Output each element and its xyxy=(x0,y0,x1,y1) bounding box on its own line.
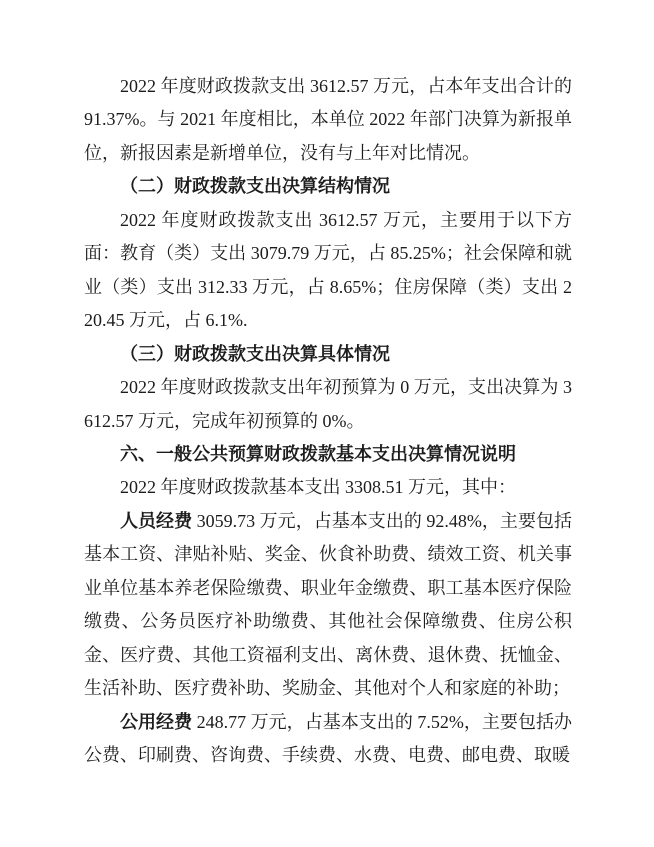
heading-section-6-basic-expenditure: 六、一般公共预算财政拨款基本支出决算情况说明 xyxy=(120,443,516,464)
public-expense-text: 248.77 万元，占基本支出的 7.52%，主要包括办公费、印刷费、咨询费、手续费、水费、电费、邮电费、取暖 xyxy=(84,711,572,766)
heading-section-2-expenditure-structure: （二）财政拨款支出决算结构情况 xyxy=(120,176,390,197)
paragraph-basic-expenditure-total: 2022 年度财政拨款基本支出 3308.51 万元，其中： xyxy=(120,477,516,498)
public-expense-label: 公用经费 xyxy=(120,711,193,732)
heading-section-3-expenditure-specific: （三）财政拨款支出决算具体情况 xyxy=(120,343,390,364)
paragraph-public-expense xyxy=(84,706,572,773)
paragraph-personnel-expense xyxy=(84,505,572,706)
paragraph-expenditure-structure: 2022 年度财政拨款支出 3612.57 万元，主要用于以下方面：教育（类）支出 3079.79 万元，占 85.25%；社会保障和就业（类）支出 312.33 万元，占 8.65%；住房保障（类）支出 220.45 万元，占 6.1%. xyxy=(84,209,572,331)
paragraph-expenditure-specific: 2022 年度财政拨款支出年初预算为 0 万元，支出决算为 3612.57 万元，完成年初预算的 0%。 xyxy=(84,377,572,431)
paragraph-funding-expenditure-overview: 2022 年度财政拨款支出 3612.57 万元，占本年支出合计的 91.37%。与 2021 年度相比，本单位 2022 年部门决算为新报单位，新报因素是新增单位，没有与上年对比情况。 xyxy=(84,76,572,163)
personnel-expense-text: 3059.73 万元，占基本支出的 92.48%，主要包括基本工资、津贴补贴、奖金、伙食补助费、绩效工资、机关事业单位基本养老保险缴费、职业年金缴费、职工基本医疗保险缴费、公务员医疗补助缴费、其他社会保障缴费、住房公积金、医疗费、其他工资福利支出、离休费、退休费、抚恤金、生活补助、医疗费补助、奖励金、其他对个人和家庭的补助； xyxy=(84,510,573,699)
personnel-expense-label: 人员经费 xyxy=(120,510,193,531)
